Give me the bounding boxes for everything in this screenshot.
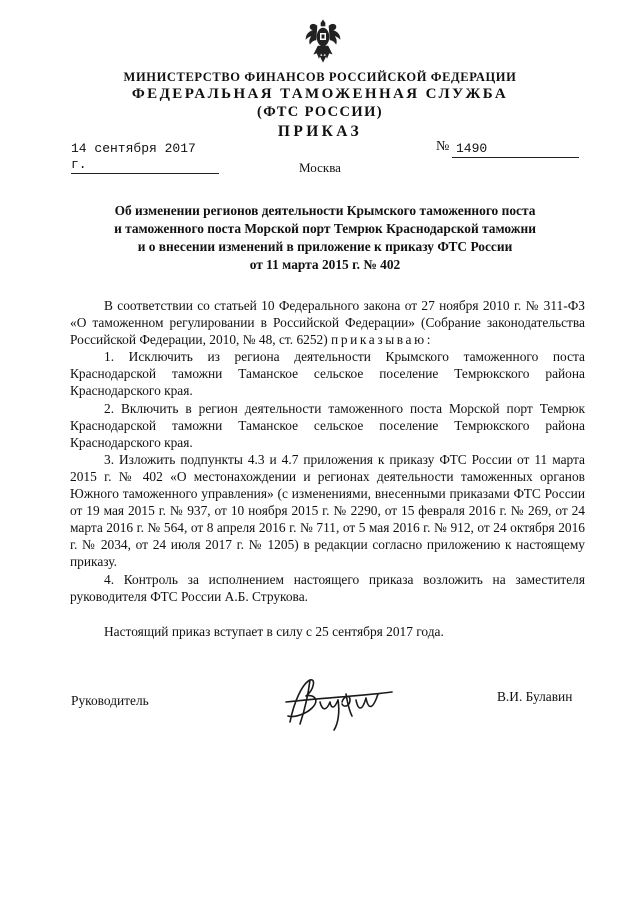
order-keyword: приказываю: (331, 332, 434, 348)
order-item: 4. Контроль за исполнением настоящего приказа возложить на заместителя руководителя ФТС России А.Б. Струкова. (70, 571, 585, 604)
title-line: Об изменении регионов деятельности Крымского таможенного поста (114, 203, 536, 218)
preamble-text: В соответствии со статьей 10 Федерального закона от 27 ноября 2010 г. № 311-ФЗ «О таможенном регулировании в Российской Федерации» (Собрание законодательства Российской Федерации, 2010, № 48, ст. 6252) (70, 298, 585, 348)
number-sign: № (436, 139, 450, 154)
order-title (60, 202, 590, 274)
order-item: 2. Включить в регион деятельности таможенного поста Морской порт Темрюк Краснодарской таможни Таманское сельское поселение Темрюкского района Краснодарского края. (70, 400, 585, 450)
document-type: ПРИКАЗ (277, 123, 363, 140)
order-item: 3. Изложить подпункты 4.3 и 4.7 приложения к приказу ФТС России от 11 марта 2015 г. № 402 «О местонахождении и регионах деятельности таможенных органов Южного таможенного управления» (с изменениями, внесенными приказами ФТС России от 19 мая 2015 г. № 937, от 10 ноября 2015 г. № 2290, от 15 февраля 2016 г. № 269, от 24 марта 2016 г. № 564, от 8 апреля 2016 г. № 711, от 5 мая 2016 г. № 912, от 24 октября 2016 г. № 2034, от 24 июля 2017 г. № 1205) в редакции согласно приложению к настоящему приказу. (70, 451, 585, 570)
title-line: от 11 марта 2015 г. № 402 (249, 257, 401, 272)
title-line: и таможенного поста Морской порт Темрюк Краснодарской таможни (114, 221, 536, 236)
preamble (70, 297, 585, 348)
ministry-name: МИНИСТЕРСТВО ФИНАНСОВ РОССИЙСКОЙ ФЕДЕРАЦИИ (123, 70, 517, 84)
order-item: 1. Исключить из региона деятельности Крымского таможенного поста Краснодарской таможни Таманское сельское поселение Темрюкского района Краснодарского края. (70, 349, 585, 399)
title-line: и о внесении изменений в приложение к приказу ФТС России (137, 239, 513, 254)
order-date: 14 сентября 2017 г. (71, 141, 219, 174)
city: Москва (299, 160, 341, 175)
service-name: ФЕДЕРАЛЬНАЯ ТАМОЖЕННАЯ СЛУЖБА (131, 86, 509, 102)
signature-icon (280, 672, 400, 734)
effective-date-statement: Настоящий приказ вступает в силу с 25 сентября 2017 года. (104, 624, 444, 639)
signatory-position: Руководитель (71, 693, 149, 708)
signatory-name: В.И. Булавин (497, 689, 573, 704)
order-number: 1490 (452, 141, 579, 158)
order-body (70, 297, 585, 605)
eagle-emblem-icon (303, 16, 343, 66)
service-abbreviation: (ФТС РОССИИ) (256, 104, 384, 120)
